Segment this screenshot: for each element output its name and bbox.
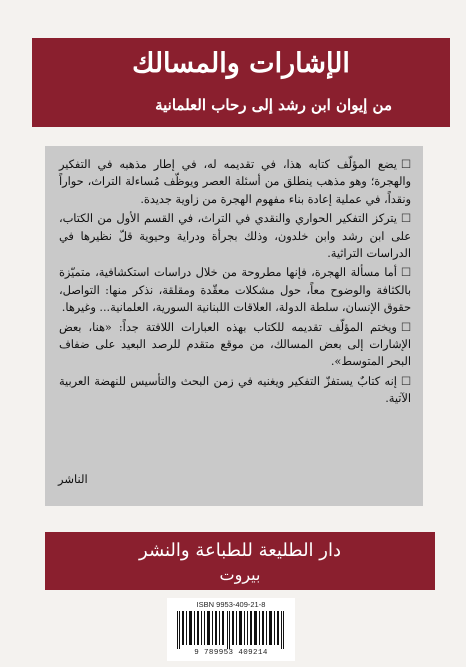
publisher-city: بيروت [219, 565, 261, 584]
book-subtitle: من إيوان ابن رشد إلى رحاب العلمانية [155, 96, 392, 114]
square-bullet-icon: ☐ [400, 320, 411, 334]
title-band [32, 38, 450, 127]
isbn-barcode-label [167, 598, 295, 661]
blurb-paragraph: ☐يضع المؤلّف كتابه هذا، في تقديمه له، في إطار مذهبه في التفكير والهجرة؛ وهو مذهب ينطلق من أسئلة العصر ويوظّف مُساءلة التراث، حواراً ونقداً، في عملية إعادة بناء مفهوم الهجرة من زاوية جديدة. [59, 158, 411, 206]
blurb-paragraph: ☐إنه كتابٌ يستفزّ التفكير ويغنيه في زمن البحث والتأسيس للنهضة العربية الآتية. [59, 374, 411, 406]
blurb-paragraph: ☐أما مسألة الهجرة، فإنها مطروحة من خلال دراسات استكشافية، متميّزة بالكثافة والوضوح معاً، حول مشكلات معقّدة ومقلقة، نذكر منها: التواصل، حقوق الإنسان، سلطة الدولة، العلاقات اللبنانية السورية، العلمانية... وغيرها. [59, 266, 411, 315]
publisher-name: دار الطليعة للطباعة والنشر [139, 540, 341, 561]
square-bullet-icon: ☐ [400, 158, 411, 171]
square-bullet-icon: ☐ [400, 212, 411, 226]
square-bullet-icon: ☐ [400, 266, 411, 280]
blurb-box [45, 146, 423, 506]
publisher-signature: الناشر [58, 472, 88, 486]
isbn-number: ISBN 9953-409-21-8 [196, 600, 266, 609]
publisher-band [45, 532, 435, 590]
square-bullet-icon: ☐ [400, 374, 411, 388]
blurb-paragraph: ☐يتركز التفكير الحواري والنقدي في التراث، في القسم الأول من الكتاب، على ابن رشد وابن خلدون، وذلك بجرأة ودراية وحيوية قلّ نظيرها في الدراسات التراثية. [59, 212, 411, 261]
blurb-paragraph: ☐ويختم المؤلّف تقديمه للكتاب بهذه العبارات اللافتة جداً: «هنا، بعض الإشارات إلى بعض المسالك، من موقع متقدم للرصد البعيد على ضفاف البحر المتوسط». [59, 320, 411, 369]
barcode-icon [175, 611, 289, 649]
barcode-digits: 9 789953 409214 [194, 649, 268, 657]
book-title: الإشارات والمسالك [132, 48, 350, 79]
